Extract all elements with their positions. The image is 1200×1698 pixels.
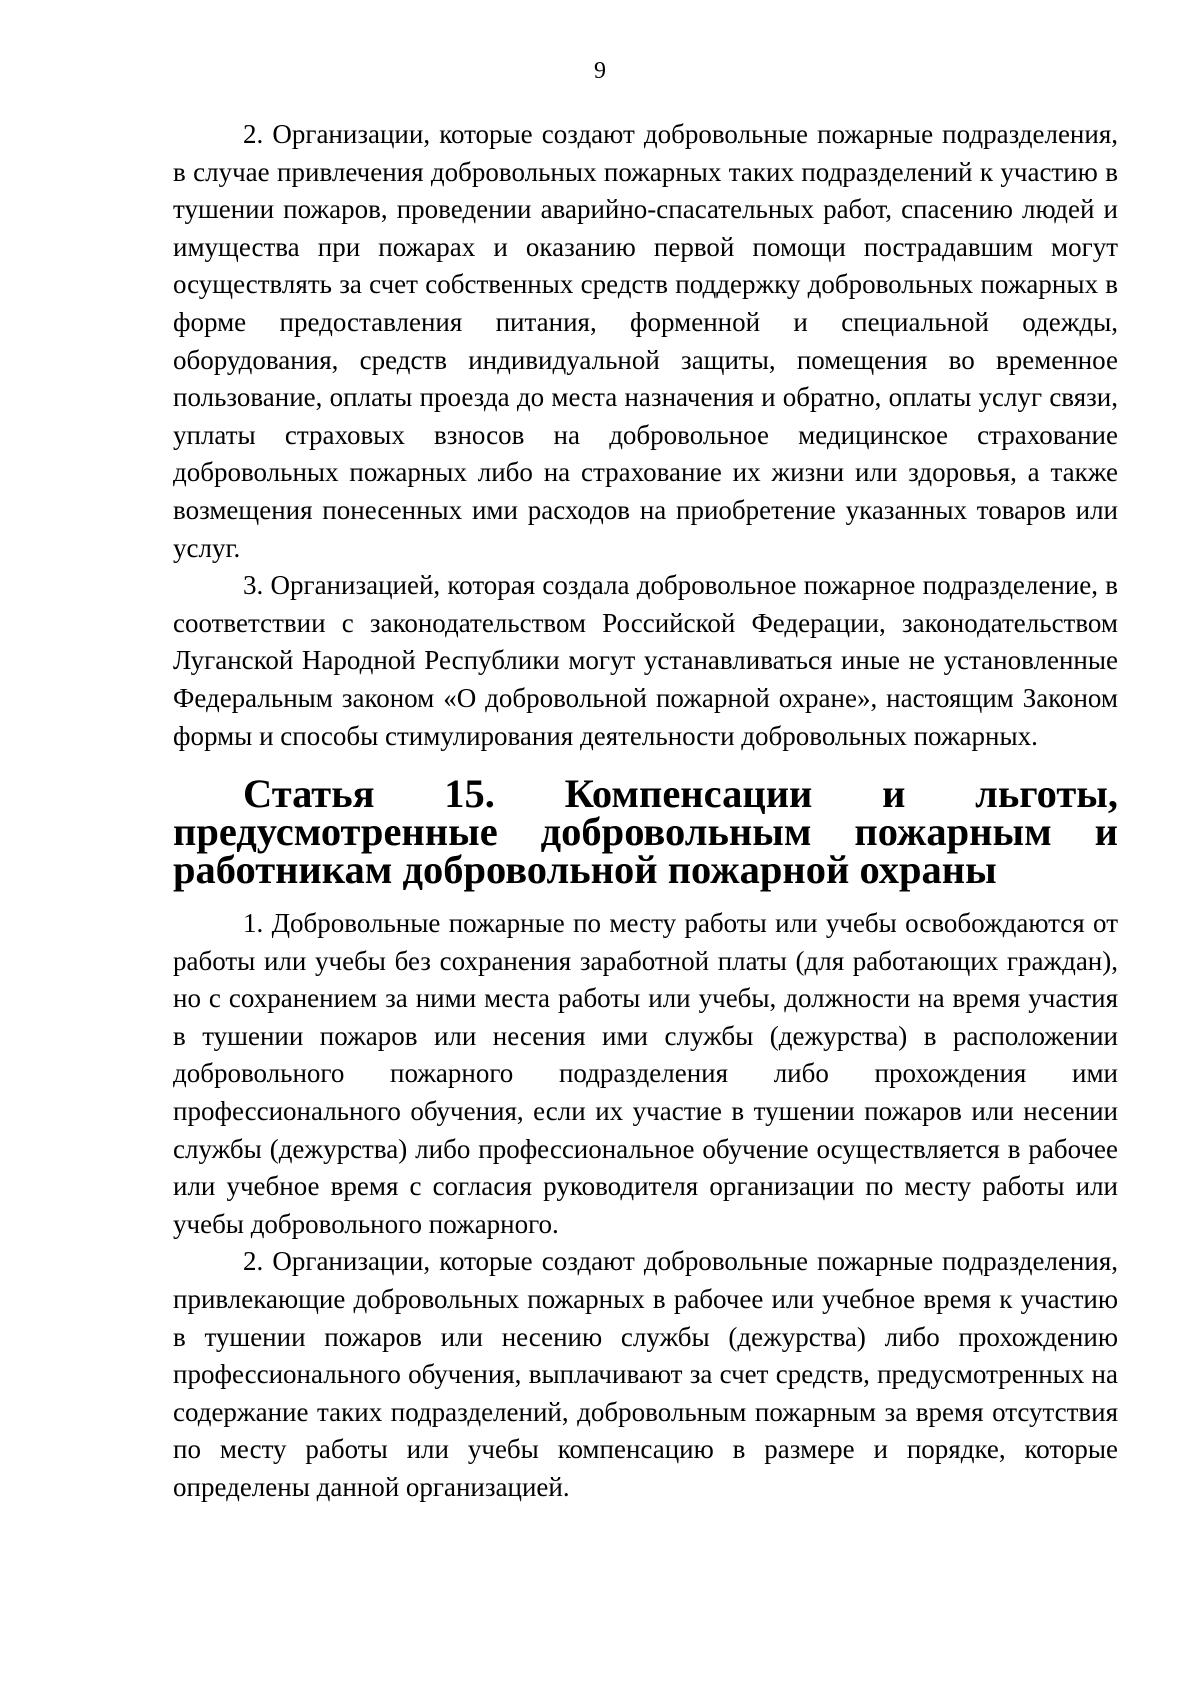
article-15-heading: Статья 15. Компенсации и льготы, предусмотренные добровольным пожарным и работникам добровольной пожарной охраны: [173, 771, 1118, 893]
paragraph-2-organizations-support: 2. Организации, которые создают добровольные пожарные подразделения, в случае привлечения добровольных пожарных таких подразделений к участию в тушении пожаров, проведении аварийно-спасательных работ, спасению людей и имущества при пожарах и оказанию первой помощи пострадавшим могут осуществлять за счет собственных средств поддержку добровольных пожарных в форме предоставления питания, форменной и специальной одежды, оборудования, средств индивидуальной защиты, помещения во временное пользование, оплаты проезда до места назначения и обратно, оплаты услуг связи, уплаты страховых взносов на добровольное медицинское страхование добровольных пожарных либо на страхование их жизни или здоровья, а также возмещения понесенных ими расходов на приобретение указанных товаров или услуг.: [173, 119, 1118, 563]
document-body: [173, 116, 1118, 1507]
page-number: 9: [594, 58, 606, 84]
paragraph-2-compensation: 2. Организации, которые создают добровольные пожарные подразделения, привлекающие добровольных пожарных в рабочее или учебное время к участию в тушении пожаров или несению службы (дежурства) либо прохождению профессионального обучения, выплачивают за счет средств, предусмотренных на содержание таких подразделений, добровольным пожарным за время отсутствия по месту работы или учебы компенсацию в размере и порядке, которые определены данной организацией.: [173, 1246, 1118, 1502]
paragraph-1-release-from-work: 1. Добровольные пожарные по месту работы или учебы освобождаются от работы или учебы без сохранения заработной платы (для работающих граждан), но с сохранением за ними места работы или учебы, должности на время участия в тушении пожаров или несения ими службы (дежурства) в расположении добровольного пожарного подразделения либо прохождения ими профессионального обучения, если их участие в тушении пожаров или несении службы (дежурства) либо профессиональное обучение осуществляется в рабочее или учебное время с согласия руководителя организации по месту работы или учебы добровольного пожарного.: [173, 908, 1118, 1239]
paragraph-3-other-incentives: 3. Организацией, которая создала добровольное пожарное подразделение, в соответствии с законодательством Российской Федерации, законодательством Луганской Народной Республики могут устанавливаться иные не установленные Федеральным законом «О добровольной пожарной охране», настоящим Законом формы и способы стимулирования деятельности добровольных пожарных.: [173, 570, 1118, 751]
